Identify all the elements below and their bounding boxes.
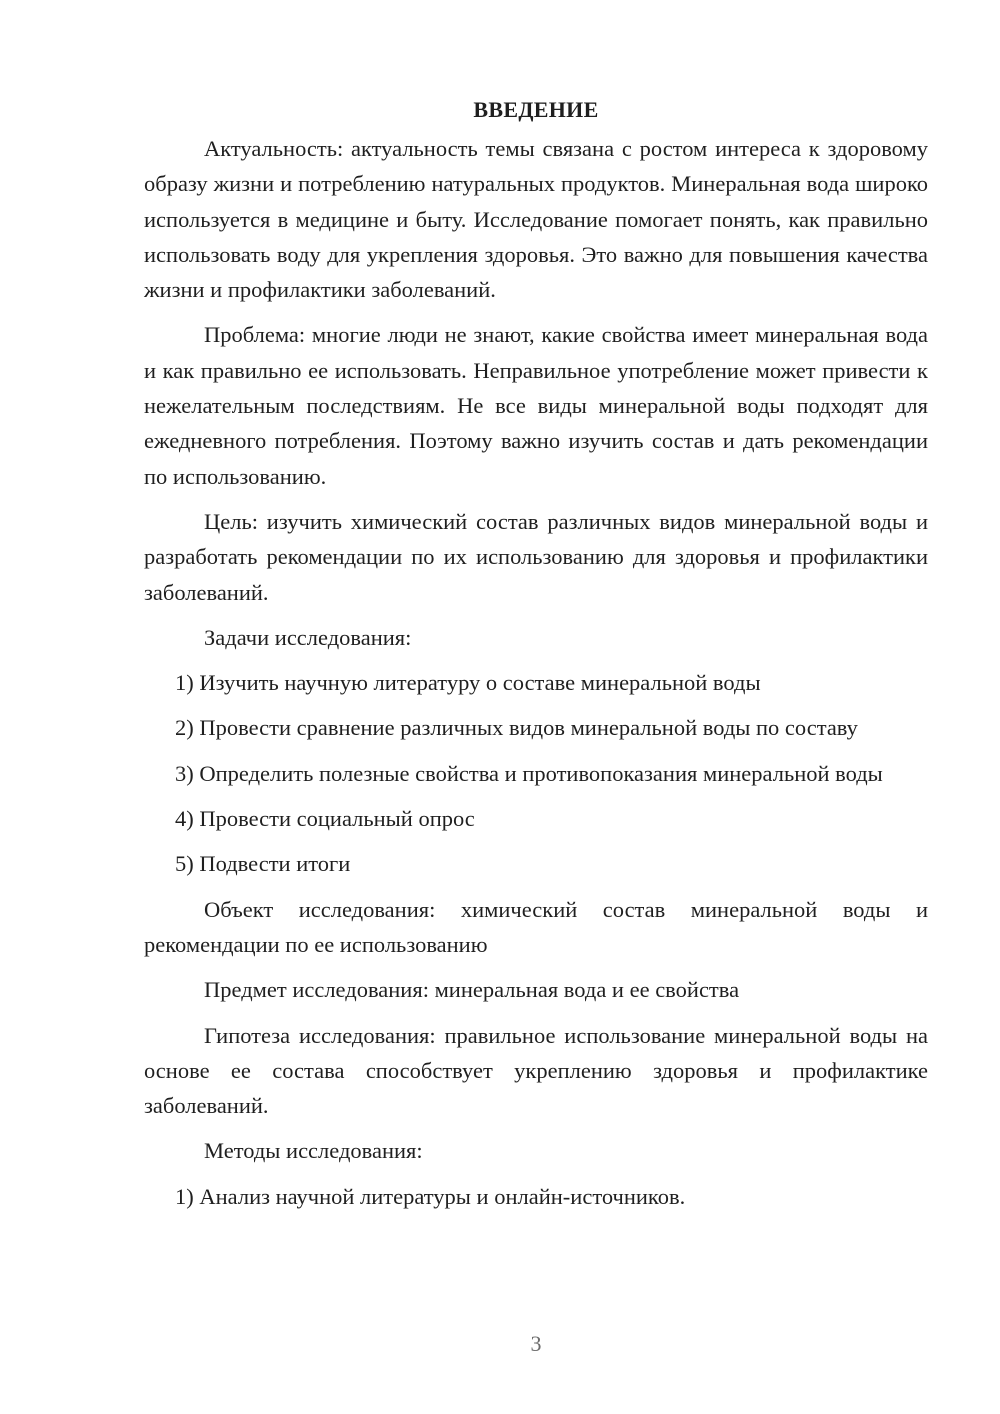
goal-paragraph: Цель: изучить химический состав различных видов минеральной воды и разработать рекомендации по их использованию для здоровья и профилактики заболеваний.: [144, 508, 928, 605]
relevance-paragraph: Актуальность: актуальность темы связана с ростом интереса к здоровому образу жизни и потреблению натуральных продуктов. Минеральная вода широко используется в медицине и быту. Исследование помогает понять, как правильно использовать воду для укрепления здоровья. Это важно для повышения качества жизни и профилактики заболеваний.: [144, 136, 928, 303]
subject-paragraph: Предмет исследования: минеральная вода и ее свойства: [204, 977, 740, 1003]
document-page: [144, 95, 928, 1224]
tasks-heading: Задачи исследования:: [204, 624, 412, 650]
task-item: 1) Изучить научную литературу о составе минеральной воды: [175, 670, 761, 696]
method-item: 1) Анализ научной литературы и онлайн-источников.: [175, 1183, 686, 1209]
methods-heading: Методы исследования:: [204, 1138, 423, 1164]
page-number: 3: [530, 1331, 542, 1356]
section-title: ВВЕДЕНИЕ: [473, 97, 599, 122]
task-item: 4) Провести социальный опрос: [175, 806, 475, 832]
task-item: 3) Определить полезные свойства и противопоказания минеральной воды: [175, 760, 883, 786]
hypothesis-paragraph: Гипотеза исследования: правильное использование минеральной воды на основе ее состава способствует укреплению здоровья и профилактике заболеваний.: [144, 1022, 928, 1119]
task-item: 2) Провести сравнение различных видов минеральной воды по составу: [175, 715, 858, 741]
task-item: 5) Подвести итоги: [175, 851, 351, 877]
object-paragraph: Объект исследования: химический состав минеральной воды и рекомендации по ее использованию: [144, 896, 928, 957]
problem-paragraph: Проблема: многие люди не знают, какие свойства имеет минеральная вода и как правильно ее использовать. Неправильное употребление может привести к нежелательным последствиям. Не все виды минеральной воды подходят для ежедневного потребления. Поэтому важно изучить состав и дать рекомендации по использованию.: [144, 322, 928, 489]
